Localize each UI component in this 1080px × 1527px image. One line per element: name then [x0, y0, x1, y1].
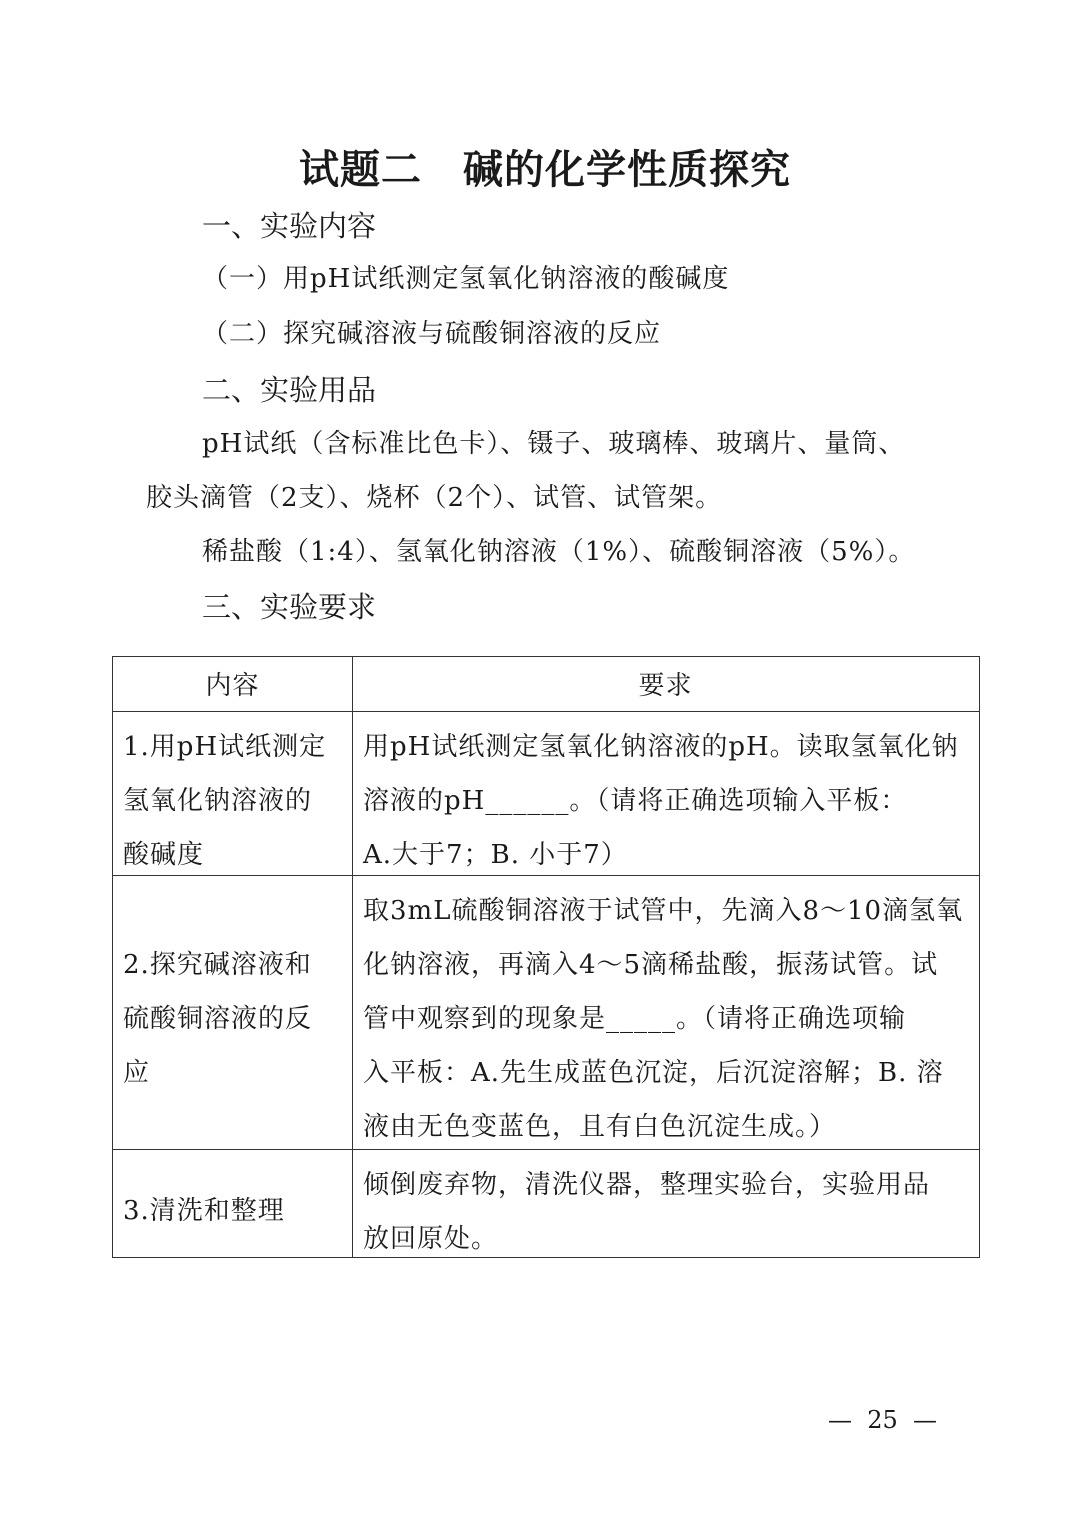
row2-content-line1: 2.探究碱溶液和 — [123, 950, 312, 980]
supplies-line-2: 胶头滴管（2支）、烧杯（2个）、试管、试管架。 — [146, 483, 723, 513]
row1-content-line2: 氢氧化钠溶液的 — [123, 786, 313, 816]
table-header-requirement: 要求 — [638, 671, 693, 701]
row3-content-line1: 3.清洗和整理 — [123, 1196, 285, 1226]
row3-requirement-line1: 倾倒废弃物，清洗仪器，整理实验台，实验用品 — [363, 1170, 931, 1200]
row2-requirement-line5: 液由无色变蓝色，且有白色沉淀生成。） — [363, 1112, 837, 1142]
row2-requirement-line3: 管中观察到的现象是_____。（请将正确选项输 — [363, 1004, 907, 1034]
table-column-divider — [352, 657, 353, 1257]
page-title: 试题二 碱的化学性质探究 — [299, 147, 791, 193]
row1-content-line1: 1.用pH试纸测定 — [123, 732, 327, 762]
row2-requirement-line2: 化钠溶液，再滴入4～5滴稀盐酸，振荡试管。试 — [363, 950, 939, 980]
reagents-line: 稀盐酸（1:4）、氢氧化钠溶液（1%）、硫酸铜溶液（5%）。 — [202, 537, 916, 567]
experiment-item-1: （一）用pH试纸测定氢氧化钠溶液的酸碱度 — [202, 264, 730, 294]
row1-requirement-line1: 用pH试纸测定氢氧化钠溶液的pH。读取氢氧化钠 — [363, 732, 959, 762]
row2-requirement-line4: 入平板：A.先生成蓝色沉淀，后沉淀溶解；B. 溶 — [363, 1058, 944, 1088]
experiment-item-2: （二）探究碱溶液与硫酸铜溶液的反应 — [202, 319, 662, 349]
supplies-line-1: pH试纸（含标准比色卡）、镊子、玻璃棒、玻璃片、量筒、 — [202, 429, 906, 459]
row2-requirement-line1: 取3mL硫酸铜溶液于试管中，先滴入8～10滴氢氧 — [363, 896, 964, 926]
row2-content-line2: 硫酸铜溶液的反 — [123, 1004, 313, 1034]
row1-requirement-line3: A.大于7；B. 小于7） — [363, 840, 628, 870]
section-heading-2: 二、实验用品 — [202, 373, 377, 407]
requirements-table — [112, 656, 980, 1258]
row1-content-line3: 酸碱度 — [123, 840, 205, 870]
table-header-content: 内容 — [205, 671, 260, 701]
row3-requirement-line2: 放回原处。 — [363, 1224, 499, 1254]
section-heading-1: 一、实验内容 — [202, 209, 377, 243]
section-heading-3: 三、实验要求 — [202, 590, 377, 624]
page-number: — 25 — — [828, 1406, 938, 1434]
row2-content-line3: 应 — [123, 1058, 151, 1088]
row1-requirement-line2: 溶液的pH______。（请将正确选项输入平板： — [363, 786, 908, 816]
